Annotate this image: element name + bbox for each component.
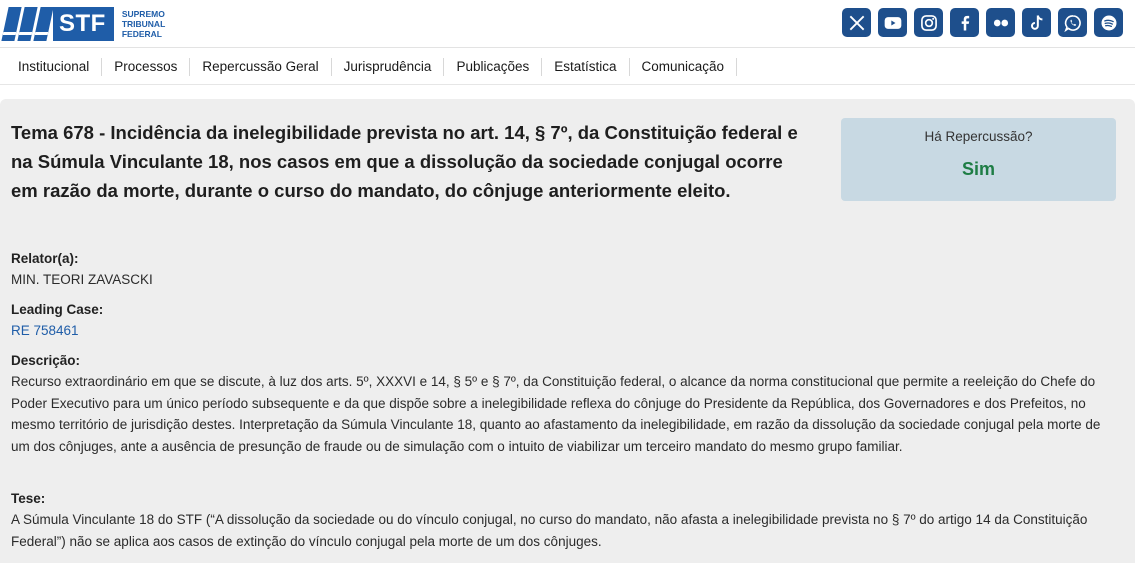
logo-name: SUPREMO TRIBUNAL FEDERAL	[121, 9, 166, 39]
nav-comunicacao[interactable]: Comunicação	[630, 58, 738, 76]
logo-abbr: STF	[53, 7, 114, 41]
nav-jurisprudencia[interactable]: Jurisprudência	[332, 58, 445, 76]
nav-repercussao-geral[interactable]: Repercussão Geral	[190, 58, 331, 76]
descricao-field	[11, 352, 1121, 457]
tiktok-icon[interactable]	[1022, 8, 1051, 37]
tese-field	[11, 490, 1121, 552]
nav-estatistica[interactable]: Estatística	[542, 58, 629, 76]
leading-case-link[interactable]: RE 758461	[11, 323, 79, 338]
social-links	[842, 8, 1123, 37]
relator-label: Relator(a):	[11, 251, 79, 266]
nav-publicacoes[interactable]: Publicações	[444, 58, 542, 76]
spotify-icon[interactable]	[1094, 8, 1123, 37]
top-header	[0, 0, 1135, 48]
nav-processos[interactable]: Processos	[102, 58, 190, 76]
tema-title: Tema 678 - Incidência da inelegibilidade prevista no art. 14, § 7º, da Constituição federal e na Súmula Vinculante 18, nos casos em que a dissolução da sociedade conjugal ocorre em razão da morte, durante o curso do mandato, do cônjuge anteriormente eleito.	[11, 122, 798, 201]
instagram-icon[interactable]	[914, 8, 943, 37]
repercussao-value: Sim	[961, 159, 995, 179]
repercussao-label: Há Repercussão?	[924, 129, 1033, 144]
tese-label: Tese:	[11, 491, 46, 506]
main-nav	[5, 49, 737, 84]
x-icon[interactable]	[842, 8, 871, 37]
descricao-label: Descrição:	[11, 353, 81, 368]
youtube-icon[interactable]	[878, 8, 907, 37]
whatsapp-icon[interactable]	[1058, 8, 1087, 37]
leading-case-field	[11, 301, 1121, 342]
relator-field	[11, 250, 1121, 291]
tema-panel	[0, 99, 1135, 563]
nav-divider	[0, 84, 1135, 85]
flickr-icon[interactable]	[986, 8, 1015, 37]
nav-institucional[interactable]: Institucional	[5, 58, 102, 76]
relator-value: MIN. TEORI ZAVASCKI	[11, 272, 153, 287]
logo-bars-icon	[5, 7, 50, 41]
tese-value: A Súmula Vinculante 18 do STF (“A dissolução da sociedade ou do vínculo conjugal, no curso do mandato, não afasta a inelegibilidade prevista no § 7º do artigo 14 da Constituição Federal”) não se aplica aos casos de extinção do vínculo conjugal pela morte de um dos cônjuges.	[11, 512, 1088, 549]
leading-case-label: Leading Case:	[11, 302, 104, 317]
stf-logo[interactable]	[5, 6, 165, 42]
facebook-icon[interactable]	[950, 8, 979, 37]
descricao-value: Recurso extraordinário em que se discute, à luz dos arts. 5º, XXXVI e 14, § 5º e § 7º, da Constituição federal, o alcance da norma constitucional que permite a reeleição do Chefe do Poder Executivo para um único período subsequente e da que dispõe sobre a inelegibilidade reflexa do cônjuge do Presidente da República, dos Governadores e dos Prefeitos, no mesmo território de jurisdição destes. Interpretação da Súmula Vinculante 18, quanto ao afastamento da inelegibilidade, em razão da dissolução da sociedade conjugal pela morte de um dos cônjuges, ante a ausência de presunção de fraude ou de simulação com o intuito de viabilizar um terceiro mandato do mesmo grupo familiar.	[11, 374, 1101, 454]
repercussao-box	[841, 118, 1116, 201]
